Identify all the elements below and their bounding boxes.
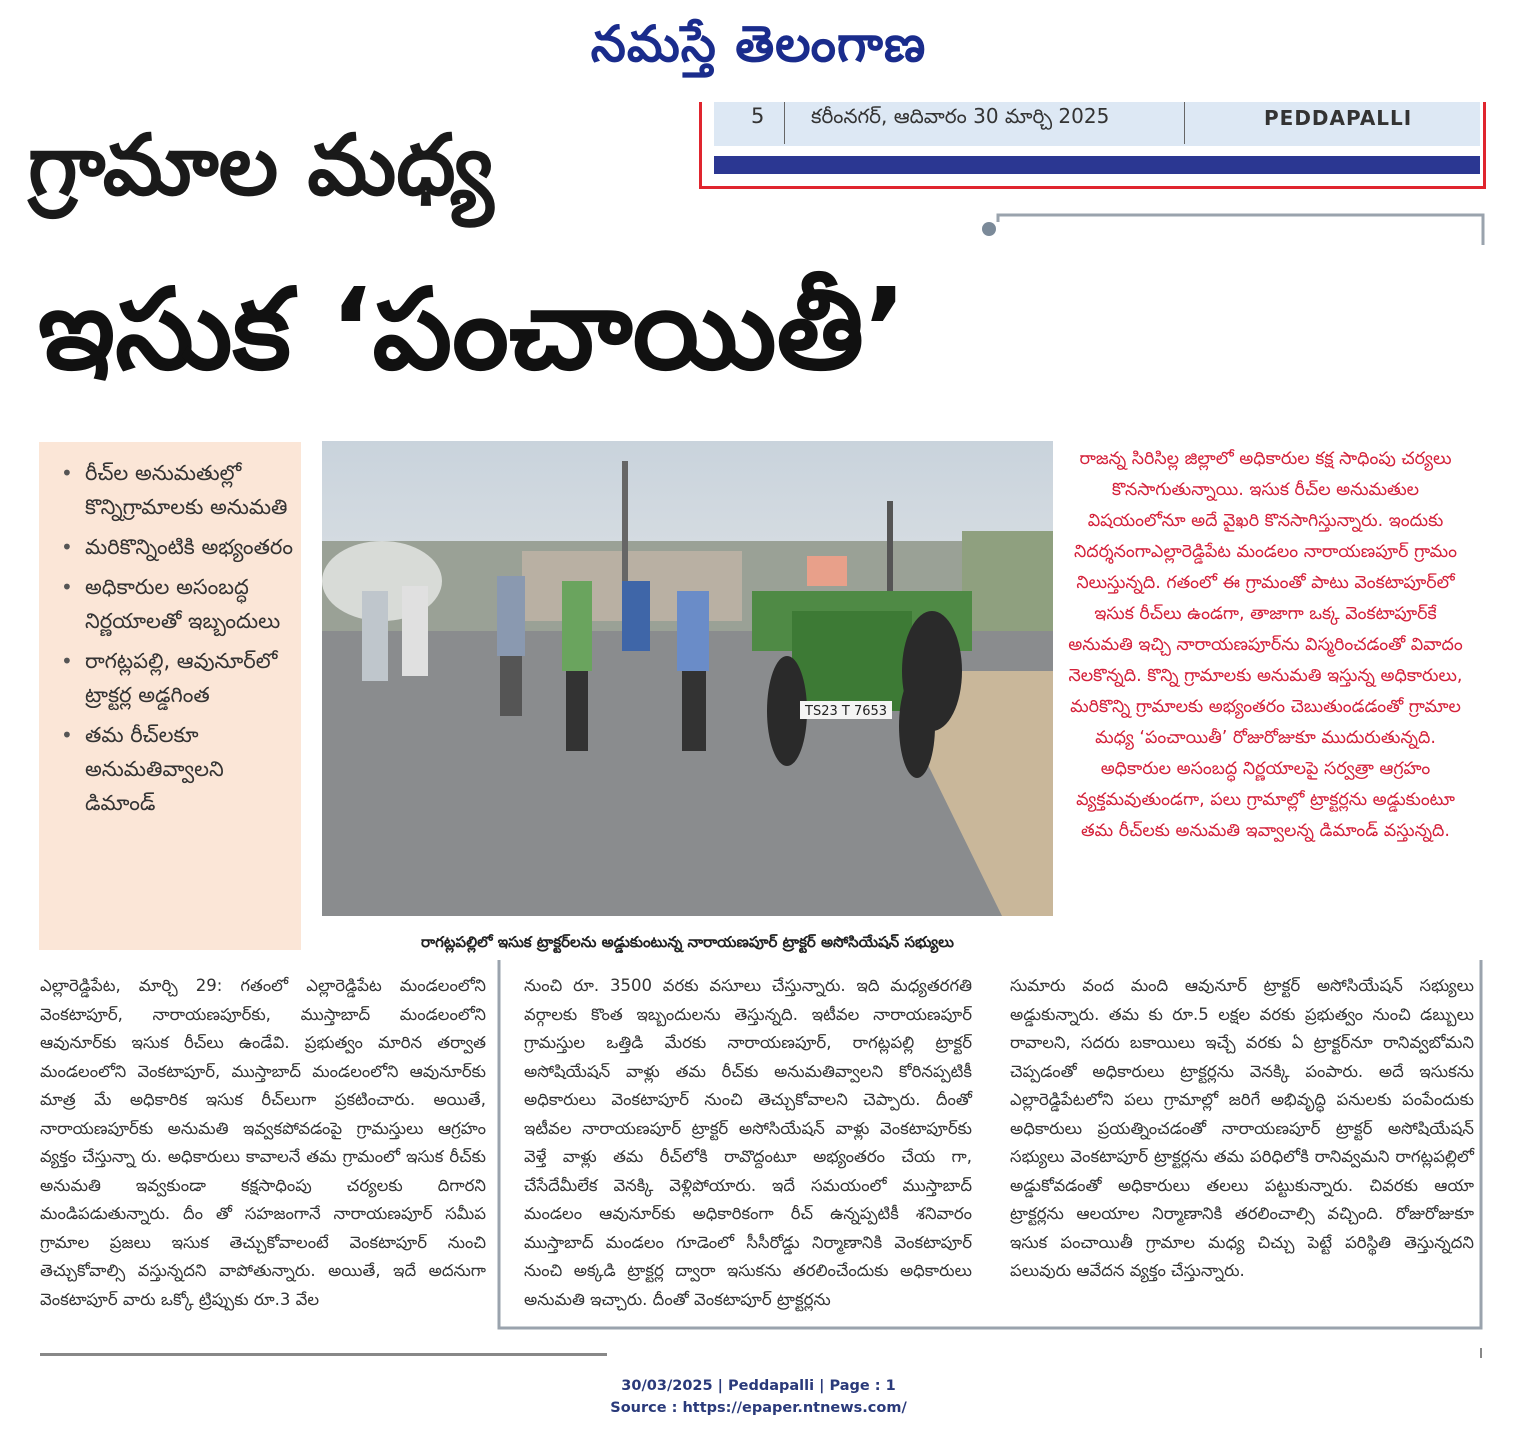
bullet-icon: • bbox=[61, 723, 73, 747]
highlight-item: • అధికారుల అసంబద్ధ నిర్ణయాలతో ఇబ్బందులు bbox=[61, 570, 293, 638]
date-bar bbox=[699, 102, 1484, 190]
highlight-item: • తమ రీచ్‌లకూ అనుమతివ్వాలని డిమాండ్ bbox=[61, 718, 293, 820]
plate-text: TS23 T 7653 bbox=[805, 704, 888, 719]
highlight-item: • రాగట్లపల్లి, ఆవునూర్‌లో ట్రాక్టర్ల అడ్డగింత bbox=[61, 644, 293, 712]
bullet-icon: • bbox=[61, 649, 73, 673]
article-column-2: నుంచి రూ. 3500 వరకు వసూలు చేస్తున్నారు. ఇది మధ్యతరగతి వర్గాలకు కొంత ఇబ్బందులను తెస్తున్నది. ఇటీవల నారాయణపూర్ గ్రామస్తుల ఒత్తిడి మేరకు నారాయణపూర్, రాగట్లపల్లి ట్రాక్టర్ అసోషియేషన్ వాళ్లు తమ రీచ్‌కు అనుమతివ్వాలని కోరినప్పటికీ అధికారులు వెంకటాపూర్ నుంచి తెచ్చుకోవాలని చెప్పారు. దీంతో ఇటీవల నారాయణపూర్ ట్రాక్టర్ అసోసియేషన్ వాళ్లు వెంకటాపూర్‌కు వెళ్తే వాళ్లు తమ రీచ్‌లోకి రావొద్దంటూ అభ్యంతరం చేయ గా, చేసేదేమీలేక వెనక్కి వెళ్లిపోయారు. ఇదే సమయంలో ముస్తాబాద్ మండలం ఆవునూర్‌కు అధికారికంగా రీచ్ ఉన్నప్పటికీ శనివారం ముస్తాబాద్ మండలం గూడెంలో సీసీరోడ్డు నిర్మాణానికి వెంకటాపూర్ నుంచి అక్కడి ట్రాక్టర్ల ద్వారా ఇసుకను తరలించేందుకు అధికారులు అనుమతి ఇచ్చారు. దీంతో వెంకటాపూర్ ట్రాక్టర్లను bbox=[524, 976, 972, 1309]
bullet-icon: • bbox=[61, 535, 73, 559]
bullet-icon: • bbox=[61, 575, 73, 599]
headline-line-1: గ్రామాల మధ్య bbox=[28, 116, 494, 214]
edition-name: PEDDAPALLI bbox=[1264, 106, 1413, 130]
divider bbox=[784, 102, 785, 144]
bottom-rule bbox=[40, 1353, 607, 1356]
article-frame-line bbox=[980, 205, 1490, 245]
highlight-item: • రీచ్‌ల అనుమతుల్లో కొన్నిగ్రామాలకు అనుమతి bbox=[61, 456, 293, 524]
article-column-1: ఎల్లారెడ్డిపేట, మార్చి 29: గతంలో ఎల్లారెడ్డిపేట మండలంలోని వెంకటాపూర్, నారాయణపూర్‌కు, ముస్తాబాద్ మండలంలోని ఆవునూర్‌కు ఇసుక రీచ్‌లు ఉండేవి. ప్రభుత్వం మారిన తర్వాత మండలంలోని వెంకటాపూర్, ముస్తాబాద్ మండలంలోని ఆవునూర్‌కు మాత్ర మే అధికారిక ఇసుక రీచ్‌లుగా ప్రకటించారు. అయితే, నారాయణపూర్‌కు అనుమతి ఇవ్వకపోవడంపై గ్రామస్తులు ఆగ్రహం వ్యక్తం చేస్తున్నా రు. అధికారులు కావాలనే తమ గ్రామంలో ఇసుక రీచ్‌కు అనుమతి ఇవ్వకుండా కక్షసాధింపు చర్యలకు దిగారని మండిపడుతున్నారు. దీం తో సహజంగానే నారాయణపూర్ సమీప గ్రామాల ప్రజలు ఇసుక తెచ్చుకోవాలంటే వెంకటాపూర్ నుంచి తెచ్చుకోవాల్సి వస్తున్నదని వాపోతున్నారు. అయితే, ఇదే అదనుగా వెంకటాపూర్ వారు ఒక్కో ట్రిప్పుకు రూ.3 వేల bbox=[40, 976, 486, 1309]
lede-paragraph: రాజన్న సిరిసిల్ల జిల్లాలో అధికారుల కక్ష సాధింపు చర్యలు కొనసాగుతున్నాయి. ఇసుక రీచ్‌ల అనుమతుల విషయంలోనూ అదే వైఖరి కొనసాగిస్తున్నారు. ఇందుకు నిదర్శనంగాఎల్లారెడ్డిపేట మండలం నారాయణపూర్ గ్రామం నిలుస్తున్నది. గతంలో ఈ గ్రామంతో పాటు వెంకటాపూర్‌లో ఇసుక రీచ్‌లు ఉండగా, తాజాగా ఒక్క వెంకటాపూర్‌కే అనుమతి ఇచ్చి నారాయణపూర్‌ను విస్మరించడంతో వివాదం నెలకొన్నది. కొన్ని గ్రామాలకు అనుమతి ఇస్తున్న అధికారులు, మరికొన్ని గ్రామాలకు అభ్యంతరం చెబుతుండడంతో గ్రామాల మధ్య ‘పంచాయితీ’ రోజురోజుకూ ముదురుతున్నది. అధికారుల అసంబద్ధ నిర్ణయాలపై సర్వత్రా ఆగ్రహం వ్యక్తమవుతుండగా, పలు గ్రామాల్లో ట్రాక్టర్లను అడ్డుకుంటూ తమ రీచ్‌లకు అనుమతి ఇవ్వాలన్న డిమాండ్ వస్తున్నది. bbox=[1068, 449, 1463, 841]
page-number: 5 bbox=[751, 104, 765, 128]
news-photo bbox=[322, 441, 1053, 916]
photo-caption: రాగట్లపల్లిలో ఇసుక ట్రాక్టర్‌లను అడ్డుకుంటున్న నారాయణపూర్ ట్రాక్టర్ అసోసియేషన్ సభ్యులు bbox=[421, 933, 954, 951]
article-column-3: సుమారు వంద మంది ఆవునూర్ ట్రాక్టర్ అసోసియేషన్ సభ్యులు అడ్డుకున్నారు. తమ కు రూ.5 లక్షల వరకు ప్రభుత్వం నుంచి డబ్బులు రావాలని, సదరు బకాయిలు ఇచ్చే వరకు ఏ ట్రాక్టర్‌నూ రానివ్వబోమని చెప్పడంతో అధికారులు ట్రాక్టర్లను వెనక్కి పంపారు. అదే ఇసుకను ఎల్లారెడ్డిపేటలోని పలు గ్రామాల్లో జరిగే అభివృద్ధి పనులకు పంపేందుకు అధికారులు ప్రయత్నించడంతో నారాయణపూర్ ట్రాక్టర్ అసోషియేషన్ సభ్యులు వెంకటాపూర్ ట్రాక్టర్లను తమ పరిధిలోకి రానివ్వమని రాగట్లపల్లిలో అడ్డుకోవడంతో అధికారులు తలలు పట్టుకున్నారు. చివరకు ఆయా ట్రాక్టర్లను ఆలయాల నిర్మాణానికి తరలించాల్సి వచ్చింది. రోజురోజుకూ ఇసుక పంచాయితీ గ్రామాల మధ్య చిచ్చు పెట్టే పరిస్థితి తెస్తున్నదని పలువురు ఆవేదన వ్యక్తం చేస్తున్నారు. bbox=[1010, 976, 1474, 1280]
divider bbox=[1184, 102, 1185, 144]
highlight-item: • మరికొన్నింటికి అభ్యంతరం bbox=[61, 530, 293, 564]
issue-date: కరీంనగర్, ఆదివారం 30 మార్చి 2025 bbox=[811, 104, 1110, 128]
headline-line-2: ఇసుక ‘పంచాయితీ’ bbox=[38, 265, 907, 395]
date-bar-band bbox=[714, 156, 1480, 174]
highlights-box bbox=[39, 442, 301, 950]
bullet-icon: • bbox=[61, 461, 73, 485]
footer-meta: 30/03/2025 | Peddapalli | Page : 1 bbox=[621, 1378, 896, 1394]
masthead-logo: నమస్తే తెలంగాణ bbox=[590, 14, 927, 73]
bottom-tick bbox=[1480, 1348, 1482, 1358]
footer-source: Source : https://epaper.ntnews.com/ bbox=[610, 1400, 907, 1416]
